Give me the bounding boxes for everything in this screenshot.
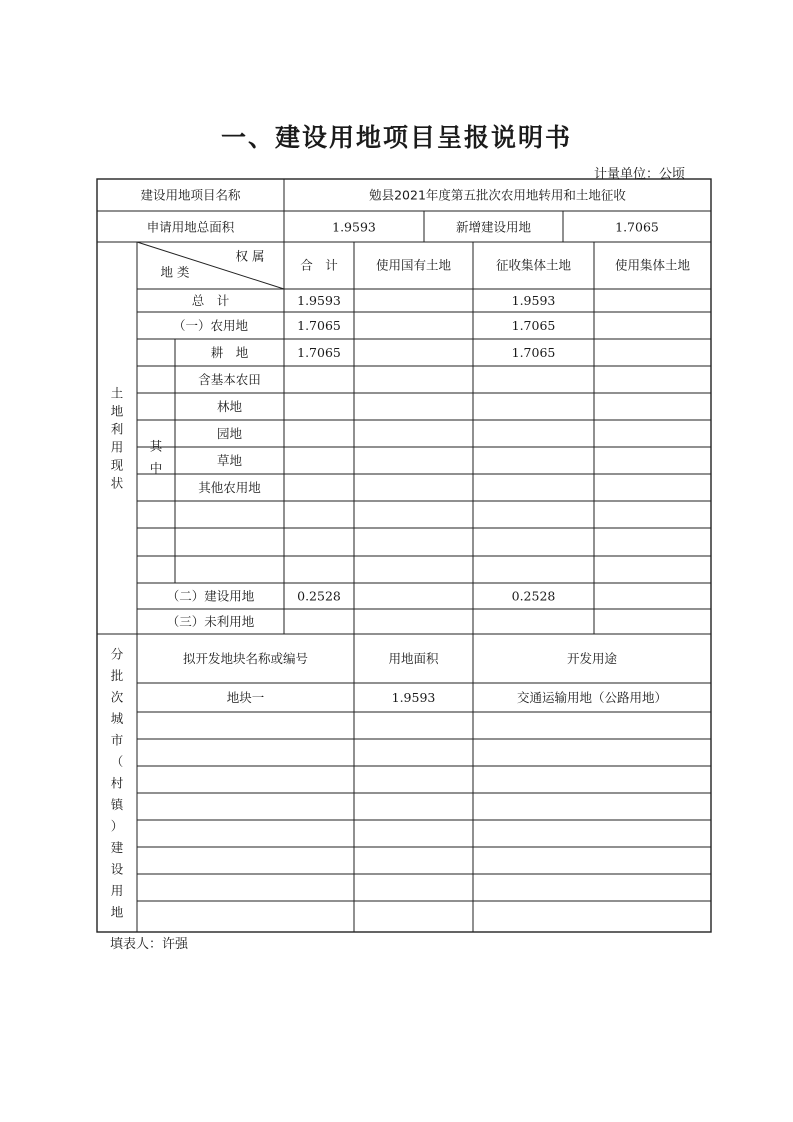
column-header: 征收集体土地 (495, 257, 572, 273)
land-use-section-label: 状 (110, 475, 124, 491)
cell-value: 1.7065 (297, 345, 341, 360)
row-label: 园地 (216, 426, 243, 441)
page-title: 一、建设用地项目呈报说明书 (220, 123, 572, 152)
cell-value: 1.7065 (511, 318, 556, 333)
row-label: 耕 地 (210, 345, 249, 360)
cell-value: 0.2528 (511, 588, 556, 604)
header-diag-top: 权 属 (235, 248, 265, 264)
cell-value: 1.7065 (511, 345, 556, 360)
land-use-section-label: 现 (110, 457, 124, 473)
column-header: 使用集体土地 (614, 257, 691, 273)
total-area-value: 1.9593 (332, 219, 376, 235)
qizhong-label: 中 (149, 460, 163, 476)
land-use-section-label: 地 (110, 403, 124, 419)
row-label: （三）未利用地 (166, 614, 255, 629)
batch-section-label: 城 (110, 711, 124, 726)
filler-label: 填表人：许强 (110, 937, 189, 952)
unit-label: 计量单位：公顷 (594, 167, 686, 182)
new-construction-label: 新增建设用地 (455, 219, 532, 235)
batch-section-label: 建 (110, 840, 124, 855)
qizhong-label: 其 (149, 438, 163, 454)
row-label: （二）建设用地 (166, 588, 255, 604)
batch-column-header: 开发用途 (566, 651, 618, 666)
column-header: 使用国有土地 (375, 257, 452, 273)
batch-cell-value: 地块一 (226, 690, 265, 705)
batch-section-label: 地 (110, 904, 124, 920)
batch-section-label: 分 (110, 646, 124, 662)
land-use-section-label: 用 (110, 439, 124, 455)
land-use-section-label: 利 (110, 421, 124, 437)
new-construction-value: 1.7065 (615, 219, 659, 235)
row-label: 总 计 (191, 293, 230, 308)
batch-section-label: （ (110, 754, 124, 769)
land-use-section-label: 土 (110, 385, 124, 401)
row-label: （一）农用地 (172, 318, 249, 333)
column-header: 合 计 (300, 257, 338, 273)
header-diag-bottom: 地 类 (160, 264, 190, 280)
batch-section-label: 市 (110, 732, 124, 748)
cell-value: 0.2528 (297, 588, 341, 604)
batch-section-label: 批 (110, 668, 124, 683)
project-name-label: 建设用地项目名称 (140, 187, 241, 203)
batch-section-label: 设 (110, 861, 124, 877)
batch-section-label: 用 (110, 883, 124, 898)
cell-value: 1.9593 (511, 293, 556, 308)
row-label: 其他农用地 (198, 480, 261, 495)
row-label: 草地 (216, 453, 243, 468)
cell-value: 1.9593 (297, 293, 341, 308)
row-label: 林地 (216, 399, 243, 414)
batch-cell-value: 1.9593 (391, 690, 436, 705)
batch-section-label: 次 (110, 689, 124, 705)
cell-value: 1.7065 (297, 318, 341, 333)
batch-column-header: 用地面积 (388, 651, 439, 666)
total-area-label: 申请用地总面积 (146, 219, 235, 235)
row-label: 含基本农田 (198, 372, 261, 387)
batch-section-label: 村 (110, 775, 124, 791)
batch-cell-value: 交通运输用地（公路用地） (516, 690, 668, 705)
project-name-value: 勉县2021年度第五批次农用地转用和土地征收 (369, 187, 626, 203)
batch-section-label: ） (110, 818, 124, 834)
batch-column-header: 拟开发地块名称或编号 (182, 651, 309, 666)
batch-section-label: 镇 (110, 797, 124, 812)
